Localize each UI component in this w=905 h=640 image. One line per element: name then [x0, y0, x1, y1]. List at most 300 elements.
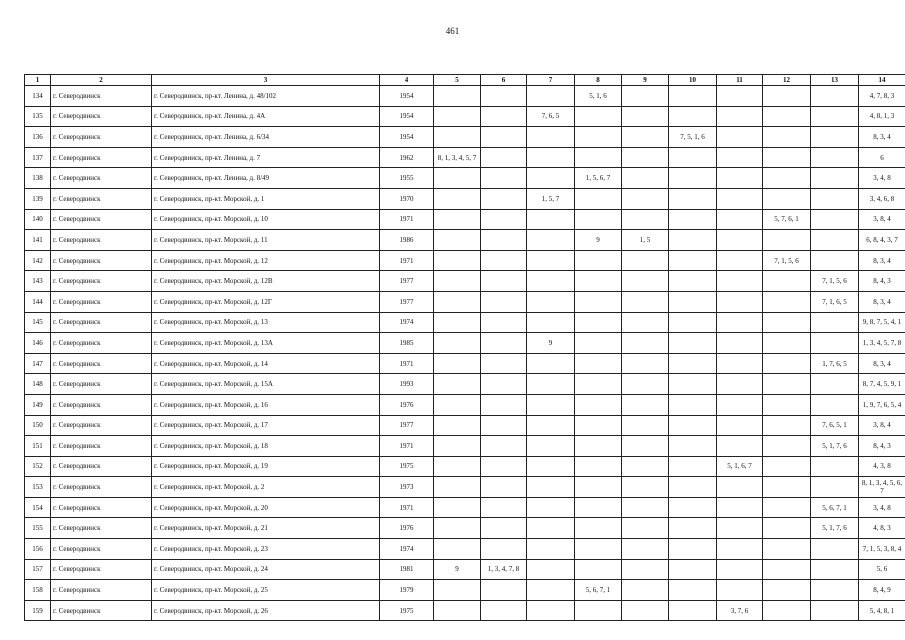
table-cell — [717, 539, 763, 560]
table-cell — [811, 250, 859, 271]
table-cell: 144 — [25, 291, 51, 312]
table-cell — [622, 353, 669, 374]
table-cell: 1981 — [380, 559, 434, 580]
table-cell: г. Северодвинск — [51, 539, 152, 560]
table-cell — [717, 353, 763, 374]
table-cell: 153 — [25, 477, 51, 498]
table-cell: 146 — [25, 333, 51, 354]
table-cell: 8, 3, 4 — [859, 250, 905, 271]
table-cell — [622, 291, 669, 312]
table-cell — [434, 250, 481, 271]
table-cell — [622, 209, 669, 230]
table-cell: г. Северодвинск — [51, 250, 152, 271]
column-header: 6 — [481, 75, 527, 86]
table-cell — [527, 312, 575, 333]
table-cell — [622, 147, 669, 168]
table-cell: 1, 5, 7 — [527, 188, 575, 209]
table-cell — [622, 600, 669, 621]
table-cell — [717, 518, 763, 539]
table-cell — [622, 580, 669, 601]
table-cell — [481, 374, 527, 395]
table-cell: 1971 — [380, 209, 434, 230]
table-cell — [481, 518, 527, 539]
table-cell: 141 — [25, 230, 51, 251]
table-cell — [434, 436, 481, 457]
table-cell: 1977 — [380, 291, 434, 312]
table-cell — [622, 86, 669, 107]
table-cell — [575, 271, 622, 292]
table-cell: 3, 8, 4 — [859, 209, 905, 230]
table-cell: 1975 — [380, 600, 434, 621]
table-cell — [481, 415, 527, 436]
table-cell: г. Северодвинск — [51, 353, 152, 374]
table-cell: г. Северодвинск, пр-кт. Морской, д. 21 — [152, 518, 380, 539]
table-cell — [622, 497, 669, 518]
table-cell: 5, 1, 7, 6 — [811, 436, 859, 457]
table-cell — [481, 127, 527, 148]
table-cell — [717, 106, 763, 127]
table-cell — [575, 188, 622, 209]
table-cell: 150 — [25, 415, 51, 436]
table-cell: г. Северодвинск, пр-кт. Морской, д. 17 — [152, 415, 380, 436]
table-cell — [434, 600, 481, 621]
header-row — [25, 75, 905, 86]
table-cell — [763, 374, 811, 395]
table-cell — [763, 127, 811, 148]
table-cell — [763, 312, 811, 333]
table-cell — [811, 106, 859, 127]
table-cell: г. Северодвинск, пр-кт. Морской, д. 26 — [152, 600, 380, 621]
table-cell — [669, 374, 717, 395]
table-cell: 138 — [25, 168, 51, 189]
table-row — [25, 394, 905, 415]
table-cell — [527, 353, 575, 374]
table-cell — [669, 580, 717, 601]
table-cell: 157 — [25, 559, 51, 580]
table-cell: г. Северодвинск, пр-кт. Морской, д. 13 — [152, 312, 380, 333]
table-cell — [669, 188, 717, 209]
table-cell — [717, 209, 763, 230]
table-cell — [481, 477, 527, 498]
table-cell — [481, 456, 527, 477]
table-cell — [717, 394, 763, 415]
table-cell — [763, 106, 811, 127]
table-cell: г. Северодвинск — [51, 147, 152, 168]
table-cell: 8, 7, 4, 5, 9, 1 — [859, 374, 905, 395]
table-cell — [622, 127, 669, 148]
table-cell — [763, 497, 811, 518]
table-cell: 142 — [25, 250, 51, 271]
table-cell: 3, 4, 8 — [859, 497, 905, 518]
table-cell: 143 — [25, 271, 51, 292]
table-cell — [434, 539, 481, 560]
table-cell: 1976 — [380, 518, 434, 539]
table-cell — [811, 456, 859, 477]
table-cell: г. Северодвинск, пр-кт. Морской, д. 2 — [152, 477, 380, 498]
table-cell — [527, 580, 575, 601]
table-cell: г. Северодвинск, пр-кт. Морской, д. 20 — [152, 497, 380, 518]
table-cell — [763, 456, 811, 477]
table-cell — [717, 188, 763, 209]
table-cell — [717, 312, 763, 333]
table-cell — [811, 230, 859, 251]
table-cell — [763, 168, 811, 189]
table-cell: 4, 3, 8 — [859, 456, 905, 477]
table-row — [25, 168, 905, 189]
table-cell — [763, 600, 811, 621]
table-cell — [811, 168, 859, 189]
table-cell: г. Северодвинск — [51, 600, 152, 621]
table-cell — [434, 271, 481, 292]
table-cell: г. Северодвинск, пр-кт. Морской, д. 24 — [152, 559, 380, 580]
table-cell — [481, 312, 527, 333]
table-cell: г. Северодвинск — [51, 209, 152, 230]
table-cell — [622, 456, 669, 477]
table-cell — [717, 415, 763, 436]
table-cell — [717, 127, 763, 148]
table-cell — [622, 312, 669, 333]
table-cell: 7, 1, 5, 6 — [763, 250, 811, 271]
table-cell: 148 — [25, 374, 51, 395]
table-row — [25, 333, 905, 354]
table-cell — [527, 600, 575, 621]
table-row — [25, 580, 905, 601]
table-cell — [481, 250, 527, 271]
table-row — [25, 188, 905, 209]
table-cell: 1970 — [380, 188, 434, 209]
table-cell: 139 — [25, 188, 51, 209]
table-cell: 7, 5, 1, 6 — [669, 127, 717, 148]
table-cell — [811, 394, 859, 415]
table-cell: 3, 4, 8 — [859, 168, 905, 189]
table-cell — [763, 333, 811, 354]
table-cell — [481, 497, 527, 518]
table-cell — [622, 394, 669, 415]
table-cell: г. Северодвинск — [51, 333, 152, 354]
column-header: 9 — [622, 75, 669, 86]
table-cell — [481, 188, 527, 209]
table-cell — [622, 333, 669, 354]
table-row — [25, 209, 905, 230]
table-cell: 5, 4, 8, 1 — [859, 600, 905, 621]
table-cell: г. Северодвинск, пр-кт. Ленина, д. 48/102 — [152, 86, 380, 107]
table-cell — [527, 147, 575, 168]
table-cell — [575, 147, 622, 168]
table-cell — [481, 147, 527, 168]
table-cell — [669, 168, 717, 189]
table-cell — [717, 230, 763, 251]
table-cell: 3, 7, 6 — [717, 600, 763, 621]
table-cell: г. Северодвинск — [51, 127, 152, 148]
table-cell — [434, 394, 481, 415]
table-cell — [763, 559, 811, 580]
table-cell — [575, 415, 622, 436]
table-cell — [434, 497, 481, 518]
table-cell: 5, 1, 6 — [575, 86, 622, 107]
table-cell: 154 — [25, 497, 51, 518]
table-cell — [669, 147, 717, 168]
table-cell — [527, 477, 575, 498]
table-cell: 1954 — [380, 106, 434, 127]
table-cell — [575, 600, 622, 621]
table-cell: г. Северодвинск, пр-кт. Ленина, д. 6/34 — [152, 127, 380, 148]
table-cell: г. Северодвинск, пр-кт. Морской, д. 1 — [152, 188, 380, 209]
table-cell: 1974 — [380, 539, 434, 560]
table-cell — [434, 168, 481, 189]
table-cell: 147 — [25, 353, 51, 374]
table-cell — [575, 106, 622, 127]
table-cell: 3, 8, 4 — [859, 415, 905, 436]
table-cell: г. Северодвинск — [51, 86, 152, 107]
table-cell — [434, 230, 481, 251]
table-cell — [763, 518, 811, 539]
table-cell — [575, 250, 622, 271]
table-cell — [811, 86, 859, 107]
table-cell: 1, 5, 6, 7 — [575, 168, 622, 189]
table-cell: 1977 — [380, 271, 434, 292]
table-cell — [575, 312, 622, 333]
table-cell — [811, 559, 859, 580]
table-cell — [811, 333, 859, 354]
table-cell — [434, 291, 481, 312]
table-cell: 3, 4, 6, 8 — [859, 188, 905, 209]
table-cell — [763, 188, 811, 209]
table-cell — [481, 353, 527, 374]
table-cell: 159 — [25, 600, 51, 621]
table-cell — [527, 394, 575, 415]
table-cell — [717, 271, 763, 292]
table-cell: 145 — [25, 312, 51, 333]
table-cell — [575, 477, 622, 498]
table-cell: г. Северодвинск — [51, 312, 152, 333]
table-cell — [481, 436, 527, 457]
table-cell: г. Северодвинск, пр-кт. Морской, д. 12 — [152, 250, 380, 271]
table-cell: 1986 — [380, 230, 434, 251]
table-cell — [575, 456, 622, 477]
column-header: 7 — [527, 75, 575, 86]
table-cell — [669, 600, 717, 621]
table-cell — [669, 312, 717, 333]
table-cell — [717, 477, 763, 498]
table-cell: 7, 1, 5, 3, 8, 4 — [859, 539, 905, 560]
table-cell — [669, 271, 717, 292]
table-cell: 6 — [859, 147, 905, 168]
table-cell — [434, 477, 481, 498]
table-cell — [669, 497, 717, 518]
table-cell — [669, 291, 717, 312]
table-cell — [527, 230, 575, 251]
table-cell — [575, 436, 622, 457]
table-cell: г. Северодвинск, пр-кт. Ленина, д. 4А — [152, 106, 380, 127]
table-cell: 1973 — [380, 477, 434, 498]
table-cell: 1, 5 — [622, 230, 669, 251]
table-cell — [527, 415, 575, 436]
table-cell — [481, 86, 527, 107]
table-cell: 1993 — [380, 374, 434, 395]
table-cell: г. Северодвинск, пр-кт. Морской, д. 13А — [152, 333, 380, 354]
table-row — [25, 518, 905, 539]
table-cell: 1977 — [380, 415, 434, 436]
table-cell: г. Северодвинск — [51, 106, 152, 127]
table-cell: 1962 — [380, 147, 434, 168]
table-cell — [622, 539, 669, 560]
table-cell — [763, 353, 811, 374]
table-cell — [434, 209, 481, 230]
column-header: 5 — [434, 75, 481, 86]
table-cell — [669, 209, 717, 230]
table-row — [25, 250, 905, 271]
table-cell — [527, 86, 575, 107]
column-header: 13 — [811, 75, 859, 86]
table-cell: 4, 8, 3 — [859, 518, 905, 539]
table-cell: 8, 4, 3 — [859, 271, 905, 292]
table-cell — [575, 559, 622, 580]
table-cell — [763, 291, 811, 312]
table-cell: г. Северодвинск — [51, 518, 152, 539]
table-cell: 8, 3, 4 — [859, 127, 905, 148]
table-cell: 5, 1, 6, 7 — [717, 456, 763, 477]
table-cell — [763, 436, 811, 457]
table-cell: г. Северодвинск, пр-кт. Морской, д. 18 — [152, 436, 380, 457]
table-cell: 135 — [25, 106, 51, 127]
table-cell: г. Северодвинск, пр-кт. Морской, д. 12В — [152, 271, 380, 292]
column-header: 11 — [717, 75, 763, 86]
table-cell — [622, 271, 669, 292]
table-cell: 1985 — [380, 333, 434, 354]
table-cell — [717, 250, 763, 271]
table-cell — [717, 580, 763, 601]
table-cell: г. Северодвинск — [51, 271, 152, 292]
table-cell: 7, 1, 6, 5 — [811, 291, 859, 312]
table-cell: 1971 — [380, 353, 434, 374]
table-cell — [622, 415, 669, 436]
table-cell — [717, 333, 763, 354]
table-cell — [763, 415, 811, 436]
table-body — [25, 86, 905, 621]
table-cell — [434, 518, 481, 539]
table-cell: г. Северодвинск — [51, 436, 152, 457]
table-row — [25, 312, 905, 333]
table-cell — [575, 353, 622, 374]
table-cell: 1971 — [380, 497, 434, 518]
table-cell — [481, 291, 527, 312]
table-cell — [434, 312, 481, 333]
table-cell — [717, 436, 763, 457]
table-cell — [763, 539, 811, 560]
table-cell: г. Северодвинск, пр-кт. Морской, д. 10 — [152, 209, 380, 230]
table-cell: 8, 3, 4 — [859, 353, 905, 374]
table-cell: 8, 3, 4 — [859, 291, 905, 312]
table-row — [25, 436, 905, 457]
table-row — [25, 456, 905, 477]
column-header: 8 — [575, 75, 622, 86]
table-cell: 5, 1, 7, 6 — [811, 518, 859, 539]
table-cell — [763, 271, 811, 292]
table-cell — [481, 168, 527, 189]
table-cell — [811, 127, 859, 148]
table-cell: 151 — [25, 436, 51, 457]
table-cell: 149 — [25, 394, 51, 415]
table-cell — [622, 518, 669, 539]
table-cell: 1954 — [380, 127, 434, 148]
table-cell: 1974 — [380, 312, 434, 333]
table-cell: г. Северодвинск, пр-кт. Морской, д. 19 — [152, 456, 380, 477]
table-cell — [575, 539, 622, 560]
table-cell: 1955 — [380, 168, 434, 189]
table-cell: 7, 6, 5, 1 — [811, 415, 859, 436]
table-cell — [622, 188, 669, 209]
table-cell — [481, 539, 527, 560]
table-row — [25, 539, 905, 560]
table-cell: 1979 — [380, 580, 434, 601]
table-row — [25, 147, 905, 168]
table-cell — [763, 86, 811, 107]
table-cell — [717, 86, 763, 107]
table-cell — [811, 580, 859, 601]
table-cell — [481, 230, 527, 251]
table-cell — [575, 374, 622, 395]
table-cell — [575, 127, 622, 148]
data-table — [24, 74, 905, 621]
table-cell: 136 — [25, 127, 51, 148]
table-cell — [669, 333, 717, 354]
table-cell — [434, 580, 481, 601]
table-cell: 7, 6, 5 — [527, 106, 575, 127]
column-header: 14 — [859, 75, 905, 86]
table-cell — [622, 559, 669, 580]
table-row — [25, 230, 905, 251]
table-cell — [434, 127, 481, 148]
table-cell — [717, 559, 763, 580]
table-cell — [763, 580, 811, 601]
table-cell — [527, 456, 575, 477]
table-cell: 8, 4, 9 — [859, 580, 905, 601]
table-cell — [717, 291, 763, 312]
table-cell — [669, 415, 717, 436]
table-cell: 1, 3, 4, 5, 7, 8 — [859, 333, 905, 354]
table-cell — [575, 333, 622, 354]
table-cell: 6, 8, 4, 3, 7 — [859, 230, 905, 251]
table-cell — [527, 539, 575, 560]
table-cell — [434, 353, 481, 374]
table-cell — [811, 312, 859, 333]
table-cell — [763, 394, 811, 415]
table-cell: г. Северодвинск — [51, 394, 152, 415]
table-cell — [527, 374, 575, 395]
table-cell: г. Северодвинск — [51, 559, 152, 580]
table-cell: 155 — [25, 518, 51, 539]
table-cell — [481, 394, 527, 415]
table-cell: 5, 6, 7, 1 — [811, 497, 859, 518]
table-cell: 5, 6 — [859, 559, 905, 580]
table-cell — [481, 600, 527, 621]
table-cell — [527, 271, 575, 292]
table-cell — [669, 456, 717, 477]
column-header: 12 — [763, 75, 811, 86]
table-cell — [622, 106, 669, 127]
table-cell: г. Северодвинск — [51, 415, 152, 436]
table-cell — [622, 436, 669, 457]
table-cell — [669, 518, 717, 539]
table-cell — [527, 291, 575, 312]
table-cell — [669, 353, 717, 374]
table-cell — [481, 271, 527, 292]
table-cell — [434, 456, 481, 477]
table-cell — [811, 209, 859, 230]
table-cell: г. Северодвинск, пр-кт. Морской, д. 23 — [152, 539, 380, 560]
table-cell: г. Северодвинск — [51, 230, 152, 251]
table-cell: 1954 — [380, 86, 434, 107]
